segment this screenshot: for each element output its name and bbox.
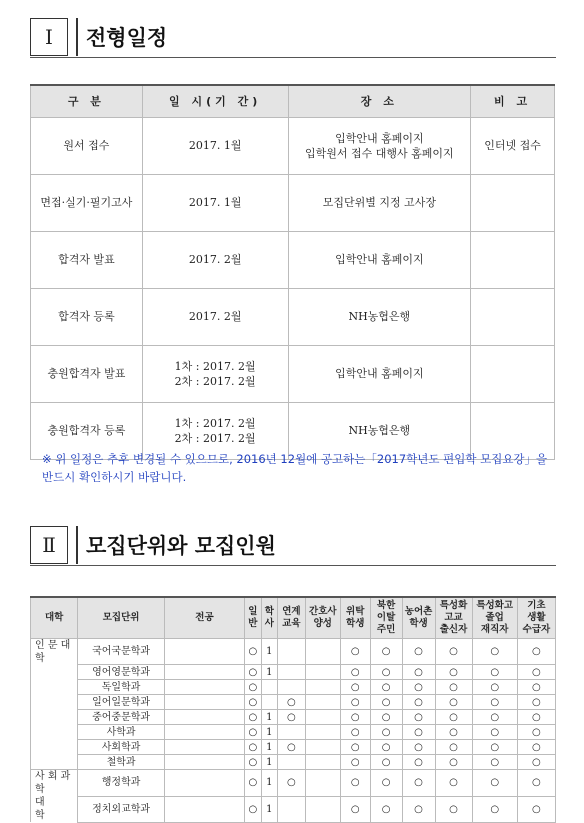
eligibility-mark: ○ bbox=[472, 665, 517, 680]
eligibility-mark: ○ bbox=[245, 665, 261, 680]
eligibility-mark: ○ bbox=[472, 770, 517, 797]
eligibility-mark: ○ bbox=[435, 638, 472, 665]
eligibility-mark bbox=[305, 680, 340, 695]
schedule-note bbox=[471, 345, 555, 402]
eligibility-mark: ○ bbox=[472, 796, 517, 822]
eligibility-mark: ○ bbox=[245, 680, 261, 695]
eligibility-mark: ○ bbox=[340, 755, 370, 770]
eligibility-mark: ○ bbox=[370, 638, 402, 665]
eligibility-mark: ○ bbox=[472, 710, 517, 725]
eligibility-mark: ○ bbox=[435, 740, 472, 755]
eligibility-mark bbox=[305, 638, 340, 665]
schedule-place: 입학안내 홈페이지 입학원서 접수 대행사 홈페이지 bbox=[288, 117, 471, 174]
units-header-cell: 전공 bbox=[164, 597, 244, 638]
eligibility-mark: 1 bbox=[261, 710, 277, 725]
section-title: 전형일정 bbox=[86, 26, 168, 50]
schedule-header-row bbox=[31, 85, 555, 117]
eligibility-mark: ○ bbox=[472, 740, 517, 755]
eligibility-mark: ○ bbox=[340, 710, 370, 725]
schedule-row bbox=[31, 231, 555, 288]
eligibility-mark bbox=[278, 755, 306, 770]
eligibility-mark: ○ bbox=[435, 725, 472, 740]
major-name bbox=[164, 695, 244, 710]
units-row bbox=[31, 680, 556, 695]
units-row bbox=[31, 770, 556, 797]
eligibility-mark: ○ bbox=[402, 665, 435, 680]
eligibility-mark: ○ bbox=[245, 796, 261, 822]
eligibility-mark: ○ bbox=[245, 740, 261, 755]
eligibility-mark: ○ bbox=[340, 680, 370, 695]
schedule-date: 2017. 1월 bbox=[142, 117, 288, 174]
eligibility-mark bbox=[278, 638, 306, 665]
eligibility-mark: ○ bbox=[435, 755, 472, 770]
schedule-place: 모집단위별 지정 고사장 bbox=[288, 174, 471, 231]
major-name bbox=[164, 796, 244, 822]
eligibility-mark: ○ bbox=[340, 695, 370, 710]
units-header-cell: 특성화 고교 출신자 bbox=[435, 597, 472, 638]
major-name bbox=[164, 755, 244, 770]
eligibility-mark: ○ bbox=[517, 796, 555, 822]
schedule-place: 입학안내 홈페이지 bbox=[288, 345, 471, 402]
header-note: 비 고 bbox=[471, 85, 555, 117]
eligibility-mark: ○ bbox=[472, 695, 517, 710]
section-1-heading bbox=[30, 18, 556, 58]
units-row bbox=[31, 755, 556, 770]
schedule-row bbox=[31, 174, 555, 231]
schedule-table bbox=[30, 84, 555, 460]
eligibility-mark: ○ bbox=[278, 710, 306, 725]
schedule-date: 1차 : 2017. 2월 2차 : 2017. 2월 bbox=[142, 345, 288, 402]
eligibility-mark: ○ bbox=[370, 695, 402, 710]
schedule-item: 원서 접수 bbox=[31, 117, 143, 174]
eligibility-mark: ○ bbox=[435, 770, 472, 797]
schedule-item: 충원합격자 등록 bbox=[31, 402, 143, 459]
eligibility-mark: ○ bbox=[245, 695, 261, 710]
eligibility-mark: 1 bbox=[261, 725, 277, 740]
units-header-cell: 대학 bbox=[31, 597, 78, 638]
eligibility-mark: ○ bbox=[370, 770, 402, 797]
eligibility-mark: 1 bbox=[261, 770, 277, 797]
section-number: Ⅱ bbox=[30, 526, 68, 564]
unit-name: 중어중문학과 bbox=[78, 710, 164, 725]
eligibility-mark: ○ bbox=[517, 710, 555, 725]
schedule-note bbox=[471, 231, 555, 288]
eligibility-mark bbox=[261, 695, 277, 710]
eligibility-mark: ○ bbox=[340, 796, 370, 822]
eligibility-mark: ○ bbox=[278, 740, 306, 755]
heading-divider bbox=[76, 18, 78, 56]
major-name bbox=[164, 638, 244, 665]
eligibility-mark: ○ bbox=[402, 725, 435, 740]
eligibility-mark: ○ bbox=[370, 680, 402, 695]
eligibility-mark: 1 bbox=[261, 665, 277, 680]
schedule-note: 인터넷 접수 bbox=[471, 117, 555, 174]
eligibility-mark: ○ bbox=[402, 695, 435, 710]
eligibility-mark: ○ bbox=[340, 770, 370, 797]
eligibility-mark: ○ bbox=[517, 740, 555, 755]
eligibility-mark: ○ bbox=[517, 638, 555, 665]
eligibility-mark: ○ bbox=[402, 740, 435, 755]
college-name: 사 회 과 학 bbox=[31, 770, 78, 797]
unit-name: 일어일문학과 bbox=[78, 695, 164, 710]
college-name bbox=[31, 740, 78, 755]
eligibility-mark: ○ bbox=[402, 770, 435, 797]
college-name bbox=[31, 695, 78, 710]
notice-text: ※ 위 일정은 추후 변경될 수 있으므로, 2016년 12월에 공고하는「2017학년도 편입학 모집요강」을 반드시 확인하시기 바랍니다. bbox=[42, 452, 548, 484]
units-row bbox=[31, 725, 556, 740]
eligibility-mark bbox=[305, 725, 340, 740]
eligibility-mark: ○ bbox=[517, 725, 555, 740]
units-header-cell: 북한 이탈 주민 bbox=[370, 597, 402, 638]
eligibility-mark: ○ bbox=[340, 740, 370, 755]
eligibility-mark: ○ bbox=[245, 638, 261, 665]
eligibility-mark: ○ bbox=[245, 725, 261, 740]
schedule-place: 입학안내 홈페이지 bbox=[288, 231, 471, 288]
eligibility-mark: ○ bbox=[435, 680, 472, 695]
eligibility-mark bbox=[305, 710, 340, 725]
eligibility-mark: 1 bbox=[261, 796, 277, 822]
unit-name: 철학과 bbox=[78, 755, 164, 770]
eligibility-mark: ○ bbox=[472, 755, 517, 770]
unit-name: 독일학과 bbox=[78, 680, 164, 695]
eligibility-mark bbox=[305, 796, 340, 822]
eligibility-mark: ○ bbox=[472, 680, 517, 695]
college-name: 대 학 bbox=[31, 796, 78, 822]
units-row bbox=[31, 796, 556, 822]
college-name bbox=[31, 725, 78, 740]
schedule-row bbox=[31, 117, 555, 174]
units-row bbox=[31, 710, 556, 725]
eligibility-mark bbox=[305, 665, 340, 680]
units-header-cell: 기초 생활 수급자 bbox=[517, 597, 555, 638]
eligibility-mark: ○ bbox=[472, 725, 517, 740]
units-header-cell: 특성화고 졸업 재직자 bbox=[472, 597, 517, 638]
units-row bbox=[31, 665, 556, 680]
eligibility-mark: ○ bbox=[402, 755, 435, 770]
eligibility-mark: ○ bbox=[472, 638, 517, 665]
eligibility-mark bbox=[278, 796, 306, 822]
schedule-place: NH농협은행 bbox=[288, 402, 471, 459]
major-name bbox=[164, 770, 244, 797]
major-name bbox=[164, 665, 244, 680]
schedule-row bbox=[31, 288, 555, 345]
unit-name: 행정학과 bbox=[78, 770, 164, 797]
eligibility-mark: ○ bbox=[517, 770, 555, 797]
eligibility-mark: ○ bbox=[340, 638, 370, 665]
eligibility-mark bbox=[305, 755, 340, 770]
recruitment-units-table bbox=[30, 596, 556, 823]
schedule-date: 2017. 2월 bbox=[142, 288, 288, 345]
eligibility-mark bbox=[305, 770, 340, 797]
header-category: 구 분 bbox=[31, 85, 143, 117]
header-date: 일 시(기 간) bbox=[142, 85, 288, 117]
eligibility-mark bbox=[278, 680, 306, 695]
eligibility-mark bbox=[278, 665, 306, 680]
college-name bbox=[31, 755, 78, 770]
eligibility-mark: ○ bbox=[245, 755, 261, 770]
eligibility-mark: 1 bbox=[261, 638, 277, 665]
eligibility-mark: ○ bbox=[278, 770, 306, 797]
unit-name: 정치외교학과 bbox=[78, 796, 164, 822]
eligibility-mark: 1 bbox=[261, 755, 277, 770]
schedule-place: NH농협은행 bbox=[288, 288, 471, 345]
schedule-date: 1차 : 2017. 2월 2차 : 2017. 2월 bbox=[142, 402, 288, 459]
units-header-cell: 일 반 bbox=[245, 597, 261, 638]
college-name bbox=[31, 665, 78, 680]
schedule-item: 충원합격자 발표 bbox=[31, 345, 143, 402]
eligibility-mark bbox=[305, 740, 340, 755]
unit-name: 사학과 bbox=[78, 725, 164, 740]
eligibility-mark: ○ bbox=[517, 680, 555, 695]
schedule-date: 2017. 2월 bbox=[142, 231, 288, 288]
eligibility-mark: ○ bbox=[340, 725, 370, 740]
units-header-cell: 간호사 양성 bbox=[305, 597, 340, 638]
college-name bbox=[31, 680, 78, 695]
heading-divider bbox=[76, 526, 78, 564]
eligibility-mark: ○ bbox=[435, 710, 472, 725]
eligibility-mark: ○ bbox=[370, 796, 402, 822]
units-header-cell: 모집단위 bbox=[78, 597, 164, 638]
schedule-item: 면접·실기·필기고사 bbox=[31, 174, 143, 231]
units-row bbox=[31, 638, 556, 665]
eligibility-mark bbox=[278, 725, 306, 740]
header-place: 장 소 bbox=[288, 85, 471, 117]
eligibility-mark: ○ bbox=[402, 710, 435, 725]
eligibility-mark: ○ bbox=[245, 770, 261, 797]
eligibility-mark: ○ bbox=[517, 755, 555, 770]
eligibility-mark: ○ bbox=[435, 665, 472, 680]
schedule-item: 합격자 등록 bbox=[31, 288, 143, 345]
eligibility-mark: ○ bbox=[402, 638, 435, 665]
major-name bbox=[164, 680, 244, 695]
major-name bbox=[164, 725, 244, 740]
eligibility-mark: ○ bbox=[370, 710, 402, 725]
eligibility-mark: ○ bbox=[278, 695, 306, 710]
units-row bbox=[31, 740, 556, 755]
schedule-note bbox=[471, 174, 555, 231]
eligibility-mark: ○ bbox=[402, 796, 435, 822]
eligibility-mark: ○ bbox=[517, 695, 555, 710]
eligibility-mark bbox=[305, 695, 340, 710]
units-header-cell: 위탁 학생 bbox=[340, 597, 370, 638]
section-number: Ⅰ bbox=[30, 18, 68, 56]
eligibility-mark bbox=[261, 680, 277, 695]
schedule-note bbox=[471, 288, 555, 345]
eligibility-mark: ○ bbox=[340, 665, 370, 680]
eligibility-mark: ○ bbox=[402, 680, 435, 695]
eligibility-mark: ○ bbox=[517, 665, 555, 680]
units-row bbox=[31, 695, 556, 710]
eligibility-mark: ○ bbox=[370, 665, 402, 680]
eligibility-mark: ○ bbox=[435, 796, 472, 822]
eligibility-mark: ○ bbox=[245, 710, 261, 725]
schedule-date: 2017. 1월 bbox=[142, 174, 288, 231]
section-title: 모집단위와 모집인원 bbox=[86, 534, 276, 558]
units-header-row bbox=[31, 597, 556, 638]
college-name bbox=[31, 710, 78, 725]
major-name bbox=[164, 740, 244, 755]
eligibility-mark: ○ bbox=[435, 695, 472, 710]
units-header-cell: 농어촌 학생 bbox=[402, 597, 435, 638]
schedule-row bbox=[31, 345, 555, 402]
units-header-cell: 학 사 bbox=[261, 597, 277, 638]
eligibility-mark: ○ bbox=[370, 725, 402, 740]
unit-name: 국어국문학과 bbox=[78, 638, 164, 665]
eligibility-mark: 1 bbox=[261, 740, 277, 755]
section-2-heading bbox=[30, 526, 556, 566]
major-name bbox=[164, 710, 244, 725]
college-name: 인 문 대 학 bbox=[31, 638, 78, 665]
eligibility-mark: ○ bbox=[370, 755, 402, 770]
schedule-item: 합격자 발표 bbox=[31, 231, 143, 288]
units-header-cell: 연계 교육 bbox=[278, 597, 306, 638]
unit-name: 사회학과 bbox=[78, 740, 164, 755]
unit-name: 영어영문학과 bbox=[78, 665, 164, 680]
eligibility-mark: ○ bbox=[370, 740, 402, 755]
